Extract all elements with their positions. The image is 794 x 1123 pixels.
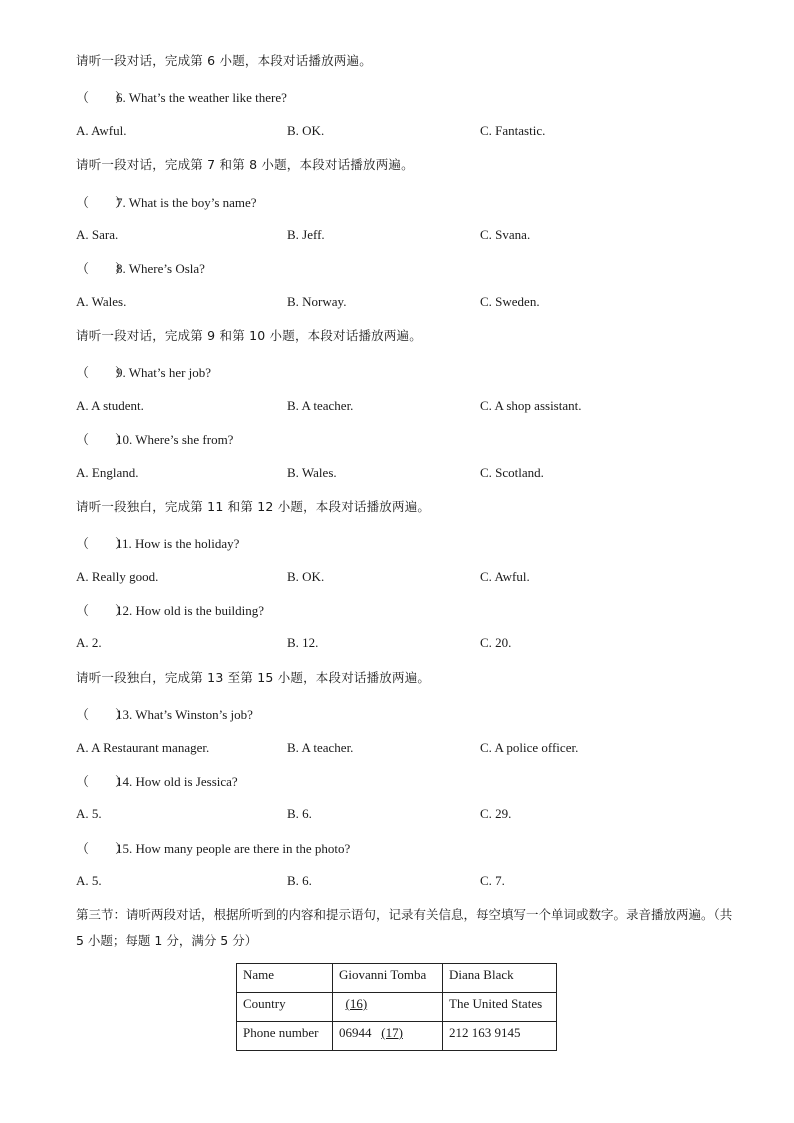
question-text: 10. Where’s she from? [116, 432, 234, 447]
answer-paren[interactable]: （ ） [76, 774, 129, 789]
table-row [237, 993, 557, 1022]
option-7a: A. Sara. [76, 227, 119, 242]
option-9b: B. A teacher. [287, 398, 354, 413]
table-cell: Phone number [237, 1022, 333, 1051]
question-text: 12. How old is the building? [116, 603, 265, 618]
option-11a: A. Really good. [76, 569, 159, 584]
option-12b: B. 12. [287, 635, 319, 650]
option-10a: A. England. [76, 465, 139, 480]
question-10 [76, 431, 233, 449]
question-12 [76, 602, 264, 620]
table-cell: Name [237, 964, 333, 993]
option-7b: B. Jeff. [287, 227, 325, 242]
table-cell: Diana Black [443, 964, 557, 993]
option-6b: B. OK. [287, 123, 325, 138]
answer-paren[interactable]: （ ） [76, 365, 129, 380]
table-cell: 212 163 9145 [443, 1022, 557, 1051]
question-text: 8. Where’s Osla? [116, 261, 205, 276]
answer-paren[interactable]: （ ） [76, 432, 129, 447]
option-10b: B. Wales. [287, 465, 337, 480]
option-15b: B. 6. [287, 873, 312, 888]
option-13b: B. A teacher. [287, 740, 354, 755]
option-15a: A. 5. [76, 873, 102, 888]
instruction-q7-8: 请听一段对话，完成第 7 和第 8 小题，本段对话播放两遍。 [76, 157, 414, 172]
instruction-q11-12: 请听一段独白，完成第 11 和第 12 小题，本段对话播放两遍。 [76, 499, 431, 514]
question-9 [76, 364, 211, 382]
answer-paren[interactable]: （ ） [76, 603, 129, 618]
question-7 [76, 194, 257, 212]
option-15c: C. 7. [480, 873, 505, 888]
blank-16-cell[interactable] [333, 993, 443, 1022]
question-6 [76, 89, 287, 107]
table-cell: The United States [443, 993, 557, 1022]
table-row [237, 964, 557, 993]
option-11b: B. OK. [287, 569, 325, 584]
question-text: 14. How old is Jessica? [116, 774, 238, 789]
answer-paren[interactable]: （ ） [76, 841, 129, 856]
table-cell: Giovanni Tomba [333, 964, 443, 993]
answer-paren[interactable]: （ ） [76, 536, 129, 551]
phone-prefix: 06944 [339, 1025, 372, 1040]
option-14a: A. 5. [76, 806, 102, 821]
blank-16[interactable]: (16) [345, 996, 368, 1011]
option-12a: A. 2. [76, 635, 102, 650]
question-text: 13. What’s Winston’s job? [116, 707, 253, 722]
option-11c: C. Awful. [480, 569, 530, 584]
answer-paren[interactable]: （ ） [76, 261, 129, 276]
question-text: 9. What’s her job? [116, 365, 212, 380]
instruction-q13-15: 请听一段独白，完成第 13 至第 15 小题，本段对话播放两遍。 [76, 670, 431, 685]
option-8b: B. Norway. [287, 294, 347, 309]
section-three-instruction: 第三节：请听两段对话，根据所听到的内容和提示语句，记录有关信息，每空填写一个单词或数字。录音播放两遍。（共 5 小题；每题 1 分，满分 5 分） [76, 907, 733, 948]
question-14 [76, 773, 238, 791]
question-13 [76, 706, 253, 724]
option-14c: C. 29. [480, 806, 512, 821]
question-text: 6. What’s the weather like there? [116, 90, 287, 105]
answer-paren[interactable]: （ ） [76, 90, 129, 105]
question-text: 15. How many people are there in the photo? [116, 841, 351, 856]
option-7c: C. Svana. [480, 227, 531, 242]
option-9c: C. A shop assistant. [480, 398, 582, 413]
instruction-q9-10: 请听一段对话，完成第 9 和第 10 小题，本段对话播放两遍。 [76, 328, 422, 343]
question-text: 11. How is the holiday? [116, 536, 240, 551]
option-8a: A. Wales. [76, 294, 127, 309]
option-6c: C. Fantastic. [480, 123, 546, 138]
blank-17[interactable]: (17) [381, 1025, 403, 1040]
option-6a: A. Awful. [76, 123, 127, 138]
option-13a: A. A Restaurant manager. [76, 740, 210, 755]
option-14b: B. 6. [287, 806, 312, 821]
option-13c: C. A police officer. [480, 740, 579, 755]
answer-paren[interactable]: （ ） [76, 195, 129, 210]
option-9a: A. A student. [76, 398, 144, 413]
table-cell: Country [237, 993, 333, 1022]
option-10c: C. Scotland. [480, 465, 544, 480]
option-12c: C. 20. [480, 635, 512, 650]
option-8c: C. Sweden. [480, 294, 540, 309]
table-row [237, 1022, 557, 1051]
info-table [236, 963, 557, 1051]
question-15 [76, 840, 350, 858]
question-11 [76, 535, 239, 553]
question-text: 7. What is the boy’s name? [116, 195, 257, 210]
question-8 [76, 260, 205, 278]
blank-17-cell[interactable] [333, 1022, 443, 1051]
instruction-q6: 请听一段对话，完成第 6 小题，本段对话播放两遍。 [76, 53, 372, 68]
answer-paren[interactable]: （ ） [76, 707, 129, 722]
